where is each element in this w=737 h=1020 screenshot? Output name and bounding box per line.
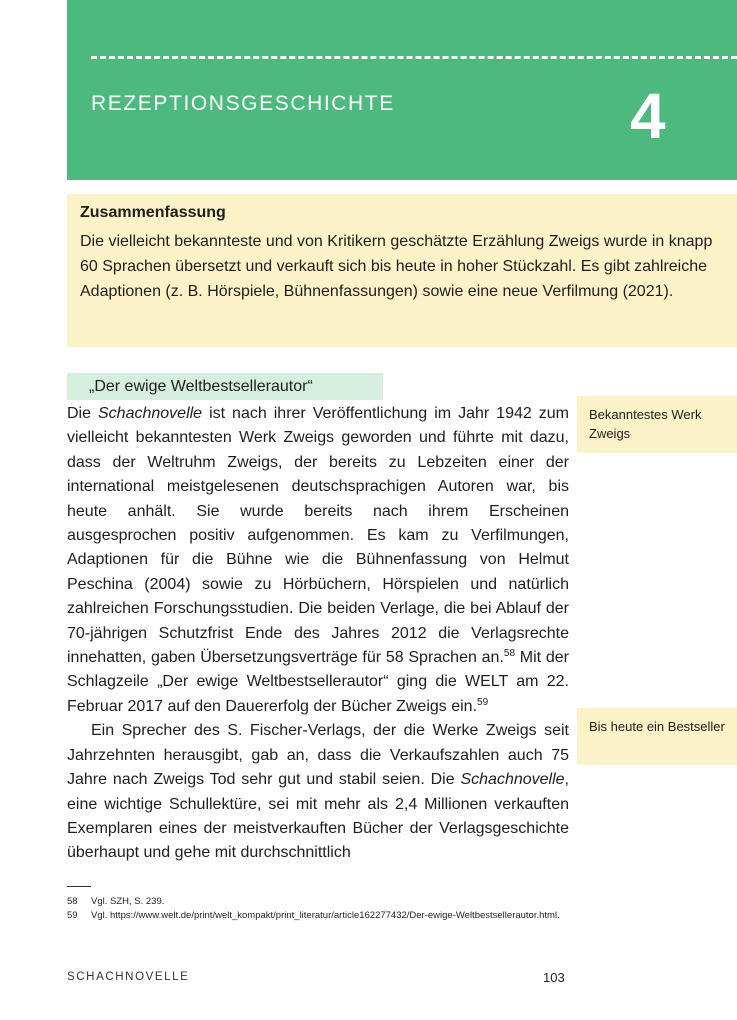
page-number: 103 <box>543 970 565 985</box>
footnote <box>67 895 567 909</box>
footnote-text: Vgl. SZH, S. 239. <box>91 896 165 907</box>
footnote <box>67 909 567 923</box>
chapter-header <box>67 0 737 180</box>
paragraph-1: Die Schachnovelle ist nach ihrer Veröffentlichung im Jahr 1942 zum vielleicht bekanntesten Werk Zweigs geworden und führte mit dazu, dass der Weltruhm Zweigs, der bereits zu Lebzeiten einer der international meistgelesenen deutschsprachigen Autoren war, bis heute anhält. Sie wurde bereits nach ihrem Erscheinen ausgesprochen positiv aufgenommen. Es kam zu Verfilmungen, Adaptionen für die Bühne wie die Bühnenfassung von Helmut Peschina (2004) sowie zu Hörbüchern, Hörspielen und natürlich zahlreichen Forschungsstudien. Die beiden Verlage, die bei Ablauf der 70-jährigen Schutzfrist Ende des Jahres 2012 die Verlagsrechte innehatten, gaben Übersetzungsverträge für 58 Sprachen an.$^{58}$ Mit der Schlagzeile „Der ewige Weltbestsellerautor“ ging die WELT am 22. Februar 2017 auf den Dauererfolg der Bücher Zweigs ein.$^{59}$ <box>67 405 569 715</box>
margin-note-1: Bekanntestes Werk Zweigs <box>577 396 737 453</box>
chapter-title: REZEPTIONSGESCHICHTE <box>91 92 395 115</box>
running-footer-title: SCHACHNOVELLE <box>67 971 190 983</box>
footnotes <box>67 895 567 923</box>
footnote-number: 58 <box>67 896 78 907</box>
dashed-divider <box>91 56 737 59</box>
summary-box <box>67 194 737 347</box>
footnote-ref-59[interactable]: 59 <box>477 696 489 708</box>
footnote-number: 59 <box>67 910 78 921</box>
footnote-ref-58[interactable]: 58 <box>503 648 516 660</box>
margin-note-2: Bis heute ein Bestseller <box>577 708 737 765</box>
summary-title: Zusammenfassung <box>80 204 226 221</box>
body-text <box>67 402 569 866</box>
footnote-rule <box>67 886 91 887</box>
section-heading: „Der ewige Weltbestsellerautor“ <box>67 373 383 400</box>
chapter-number: 4 <box>630 80 666 152</box>
book-title-italic: Schachnovelle <box>98 405 203 422</box>
paragraph-2: Ein Sprecher des S. Fischer-Verlags, der die Werke Zweigs seit Jahrzehnten herausgibt, gab an, dass die Verkaufszahlen auch 75 Jahre nach Zweigs Tod sehr gut und stabil seien. Die Schachnovelle, eine wichtige Schullektüre, sei mit mehr als 2,4 Millionen verkauften Exemplaren eines der meistverkauften Bücher der Verlagsgeschichte überhaupt und gehe mit durchschnittlich <box>67 722 569 862</box>
book-title-italic: Schachnovelle <box>460 771 565 789</box>
footnote-text[interactable]: Vgl. https://www.welt.de/print/welt_kompakt/print_literatur/article162277432/Der-ewige-Weltbestsellerautor.html. <box>91 910 560 921</box>
summary-text: Die vielleicht bekannteste und von Kritikern geschätzte Erzählung Zweigs wurde in knapp 60 Sprachen übersetzt und verkauft sich bis heute in hoher Stückzahl. Es gibt zahlreiche Adaptionen (z. B. Hörspiele, Bühnenfassungen) sowie eine neue Verfilmung (2021). <box>80 233 713 300</box>
